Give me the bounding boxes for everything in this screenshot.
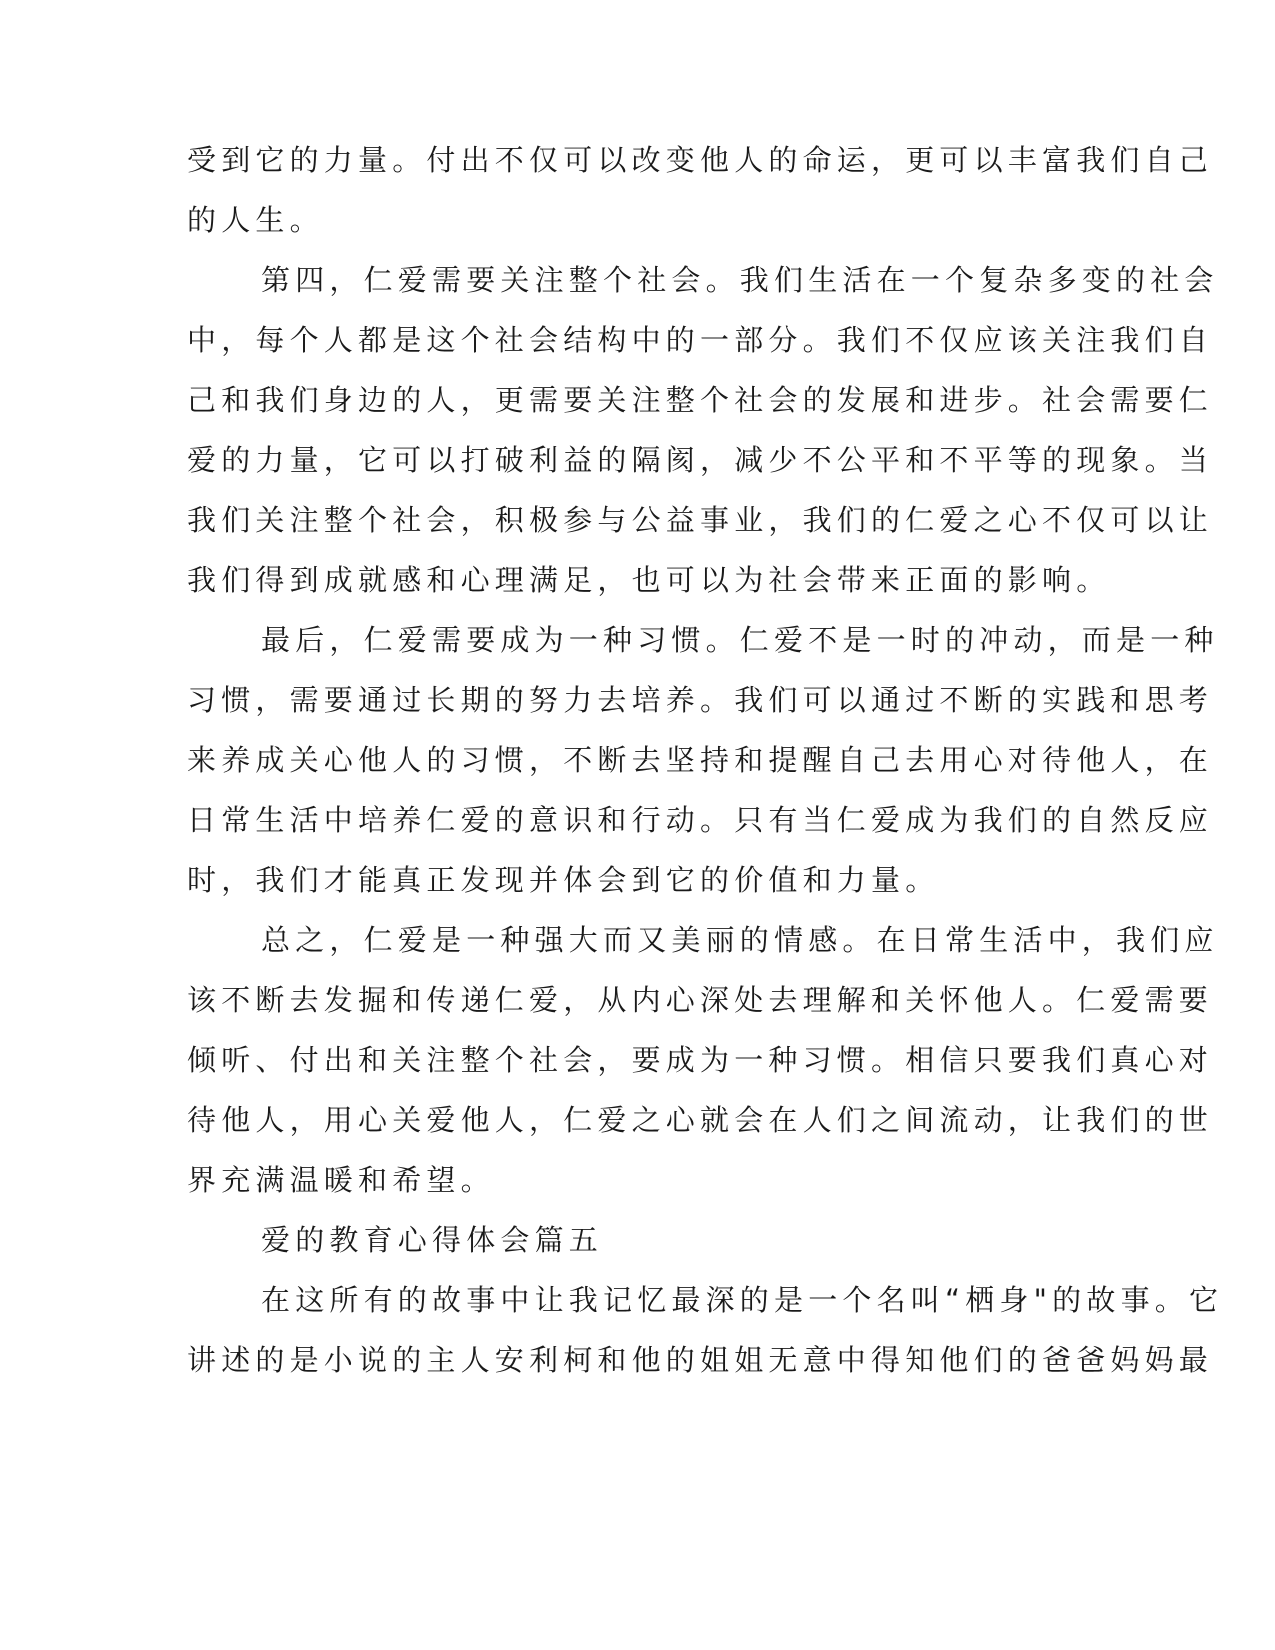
text-line: 己和我们身边的人，更需要关注整个社会的发展和进步。社会需要仁 [187,383,1214,417]
paragraph-start-line: 在这所有的故事中让我记忆最深的是一个名叫“栖身"的故事。它 [261,1283,1224,1317]
text-line: 讲述的是小说的主人安利柯和他的姐姐无意中得知他们的爸爸妈妈最 [187,1343,1214,1377]
text-line: 来养成关心他人的习惯，不断去坚持和提醒自己去用心对待他人，在 [187,743,1214,777]
text-line: 的人生。 [187,203,324,237]
paragraph-start-line: 总之，仁爱是一种强大而又美丽的情感。在日常生活中，我们应 [261,923,1219,957]
text-line: 我们关注整个社会，积极参与公益事业，我们的仁爱之心不仅可以让 [187,503,1214,537]
text-line: 爱的力量，它可以打破利益的隔阂，减少不公平和不平等的现象。当 [187,443,1214,477]
text-line: 时，我们才能真正发现并体会到它的价值和力量。 [187,863,940,897]
text-line: 该不断去发掘和传递仁爱，从内心深处去理解和关怀他人。仁爱需要 [187,983,1214,1017]
text-line: 受到它的力量。付出不仅可以改变他人的命运，更可以丰富我们自己 [187,143,1214,177]
text-line: 待他人，用心关爱他人，仁爱之心就会在人们之间流动，让我们的世 [187,1103,1214,1137]
text-line: 倾听、付出和关注整个社会，要成为一种习惯。相信只要我们真心对 [187,1043,1214,1077]
paragraph-start-line: 第四，仁爱需要关注整个社会。我们生活在一个复杂多变的社会 [261,263,1219,297]
text-line: 中，每个人都是这个社会结构中的一部分。我们不仅应该关注我们自 [187,323,1214,357]
section-heading: 爱的教育心得体会篇五 [261,1223,604,1257]
paragraph-start-line: 最后，仁爱需要成为一种习惯。仁爱不是一时的冲动，而是一种 [261,623,1219,657]
text-line: 界充满温暖和希望。 [187,1163,495,1197]
text-line: 习惯，需要通过长期的努力去培养。我们可以通过不断的实践和思考 [187,683,1214,717]
text-line: 我们得到成就感和心理满足，也可以为社会带来正面的影响。 [187,563,1111,597]
text-line: 日常生活中培养仁爱的意识和行动。只有当仁爱成为我们的自然反应 [187,803,1214,837]
